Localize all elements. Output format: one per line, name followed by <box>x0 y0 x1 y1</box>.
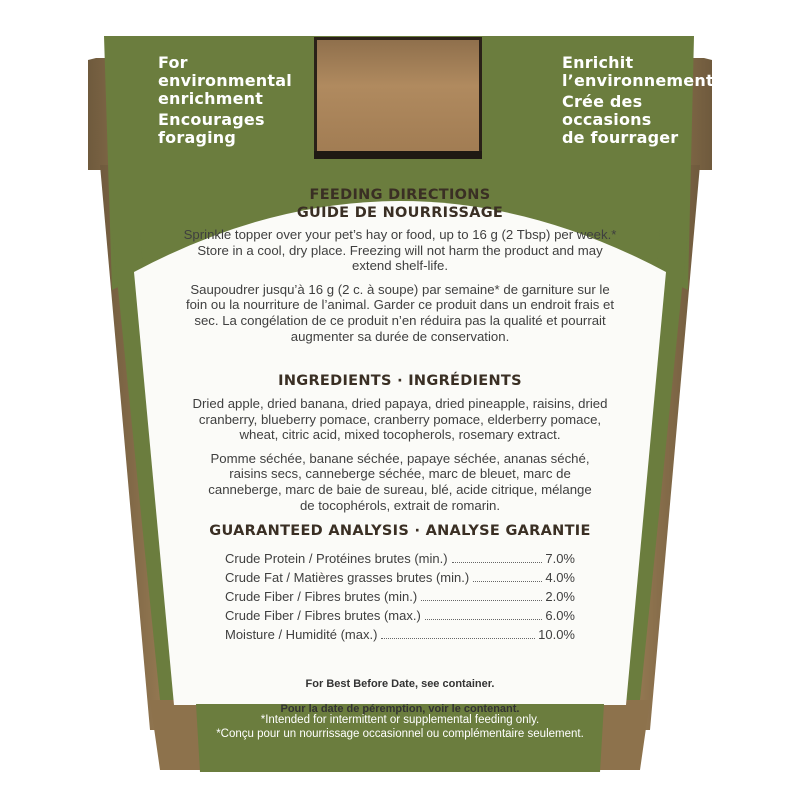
analysis-row <box>225 606 575 625</box>
feeding-text-fr: sec. La congélation de ce produit n’en réduira pas la qualité et pourrait <box>194 312 606 328</box>
analysis-value: 4.0% <box>545 570 575 585</box>
tag-line: Encourages <box>158 110 265 129</box>
tag-line: environmental <box>158 71 292 90</box>
ingredients <box>150 372 650 513</box>
feeding-text-fr: foin ou la nourriture de l’animal. Garder ce produit dans un endroit frais et <box>185 297 615 313</box>
ingredients-text-en: Dried apple, dried banana, dried papaya, dried pineapple, raisins, dried <box>192 396 608 411</box>
analysis-row <box>225 549 575 568</box>
analysis-label: Crude Fiber / Fibres brutes (min.) <box>225 589 418 604</box>
guaranteed-analysis-table <box>225 549 575 644</box>
tag-line: occasions <box>562 110 652 129</box>
tag-line: Crée des <box>562 92 643 111</box>
analysis-value: 10.0% <box>538 627 575 642</box>
ingredients-text-fr: de tocophérols, extrait de romarin. <box>299 497 501 513</box>
feeding-directions <box>150 186 650 344</box>
analysis-heading: GUARANTEED ANALYSIS · ANALYSE GARANTIE <box>209 523 591 539</box>
ingredients-text-en: cranberry, blueberry pomace, cranberry pomace, elderberry pomace, <box>198 411 602 427</box>
tag-line: foraging <box>158 128 237 147</box>
ingredients-heading: INGREDIENTS · INGRÉDIENTS <box>278 373 522 389</box>
analysis-label: Crude Fiber / Fibres brutes (max.) <box>225 608 421 623</box>
tag-line: Enrichit <box>562 53 634 72</box>
analysis-label: Crude Protein / Protéines brutes (min.) <box>225 551 448 566</box>
feeding-heading-fr: GUIDE DE NOURRISSAGE <box>296 205 504 221</box>
analysis-row <box>225 625 575 644</box>
enrichment-tag-fr <box>562 54 714 147</box>
analysis-value: 2.0% <box>545 589 575 604</box>
tag-line: de fourrager <box>562 128 679 147</box>
best-before-en: For Best Before Date, see container. <box>305 678 495 690</box>
analysis-label: Crude Fat / Matières grasses brutes (min.) <box>225 570 470 585</box>
ingredients-text-en: wheat, citric acid, mixed tocopherols, rosemary extract. <box>239 427 561 443</box>
analysis-row <box>225 568 575 587</box>
enrichment-tag-en <box>158 54 292 147</box>
analysis-value: 7.0% <box>545 551 575 566</box>
feeding-text-fr: augmenter sa durée de conservation. <box>290 328 510 344</box>
ingredients-text-fr: Pomme séchée, banane séchée, papaye séchée, ananas séché, <box>210 450 590 466</box>
guaranteed-analysis-heading-block <box>150 522 650 540</box>
feeding-text-en: Sprinkle topper over your pet’s hay or food, up to 16 g (2 Tbsp) per week.* <box>183 227 617 242</box>
product-window <box>314 37 482 159</box>
ingredients-text-fr: raisins secs, canneberge séchée, marc de bleuet, marc de <box>229 466 571 482</box>
feeding-footnote <box>200 713 600 741</box>
tag-line: enrichment <box>158 89 264 108</box>
feeding-text-fr: Saupoudrer jusqu’à 16 g (2 c. à soupe) par semaine* de garniture sur le <box>190 281 610 297</box>
feeding-heading-en: FEEDING DIRECTIONS <box>309 187 491 203</box>
footnote-fr: *Conçu pour un nourrissage occasionnel ou complémentaire seulement. <box>216 728 584 740</box>
analysis-row <box>225 587 575 606</box>
analysis-label: Moisture / Humidité (max.) <box>225 627 378 642</box>
feeding-text-en: extend shelf-life. <box>351 258 449 274</box>
ingredients-text-fr: canneberge, marc de baie de sureau, blé, acide citrique, mélange <box>208 481 592 497</box>
feeding-text-en: Store in a cool, dry place. Freezing will not harm the product and may <box>197 242 603 258</box>
analysis-value: 6.0% <box>545 608 575 623</box>
best-before-fr: Pour la date de péremption, voir le contenant. <box>280 703 520 715</box>
footnote-en: *Intended for intermittent or supplemental feeding only. <box>260 714 540 726</box>
tag-line: For <box>158 53 188 72</box>
tag-line: l’environnement <box>562 71 714 90</box>
